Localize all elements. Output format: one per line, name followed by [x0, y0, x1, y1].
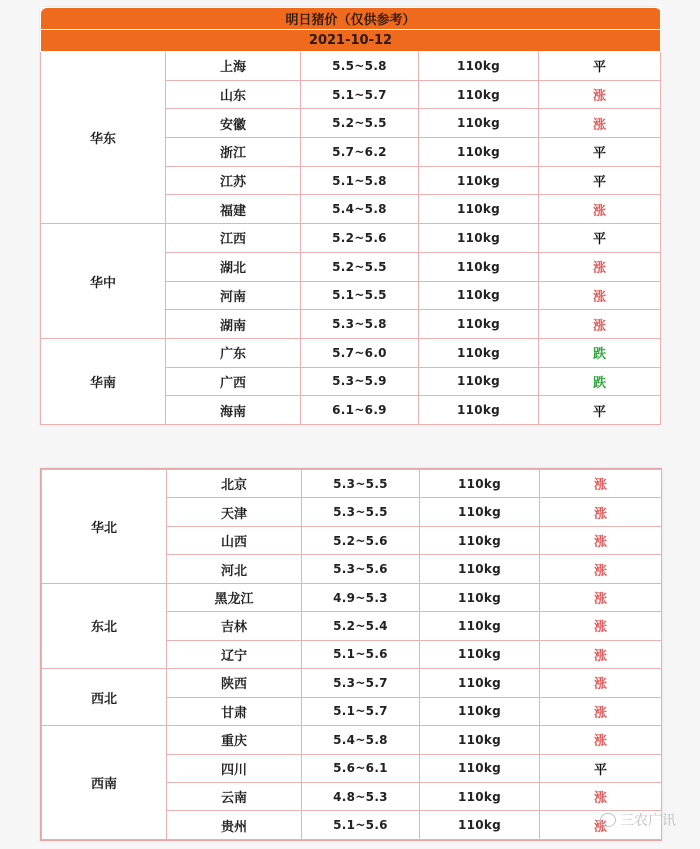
weight-cell: 110kg	[420, 498, 540, 526]
trend-cell: 涨	[540, 726, 662, 754]
price-cell: 5.2~5.4	[302, 612, 420, 640]
weight-cell: 110kg	[420, 470, 540, 498]
price-cell: 5.1~5.6	[302, 811, 420, 840]
weight-cell: 110kg	[419, 338, 539, 367]
trend-cell: 涨	[539, 310, 661, 339]
province-cell: 云南	[167, 782, 302, 810]
province-cell: 重庆	[167, 726, 302, 754]
region-cell: 西南	[42, 726, 167, 840]
price-cell: 5.3~5.5	[302, 498, 420, 526]
province-cell: 湖北	[166, 252, 301, 281]
province-cell: 安徽	[166, 109, 301, 138]
weight-cell: 110kg	[420, 669, 540, 697]
table-row	[41, 338, 661, 367]
province-cell: 江苏	[166, 166, 301, 195]
price-cell: 5.2~5.5	[301, 252, 419, 281]
trend-cell: 涨	[540, 669, 662, 697]
price-cell: 4.9~5.3	[302, 583, 420, 611]
price-cell: 5.3~5.9	[301, 367, 419, 396]
weight-cell: 110kg	[419, 224, 539, 253]
trend-cell: 涨	[540, 612, 662, 640]
price-cell: 5.1~5.8	[301, 166, 419, 195]
province-cell: 浙江	[166, 138, 301, 167]
table-row	[42, 470, 662, 498]
province-cell: 山西	[167, 526, 302, 554]
price-table-card-2	[40, 468, 662, 841]
table-date: 2021-10-12	[41, 30, 661, 52]
weight-cell: 110kg	[420, 782, 540, 810]
province-cell: 广西	[166, 367, 301, 396]
trend-cell: 涨	[540, 811, 662, 840]
price-cell: 5.2~5.5	[301, 109, 419, 138]
price-cell: 5.3~5.6	[302, 555, 420, 583]
price-cell: 5.4~5.8	[302, 726, 420, 754]
price-cell: 5.7~6.0	[301, 338, 419, 367]
province-cell: 北京	[167, 470, 302, 498]
weight-cell: 110kg	[419, 52, 539, 81]
weight-cell: 110kg	[419, 367, 539, 396]
trend-cell: 平	[539, 138, 661, 167]
watermark-text: 三农广讯	[620, 813, 676, 829]
table-title-row	[41, 8, 661, 30]
province-cell: 甘肃	[167, 697, 302, 725]
price-cell: 5.2~5.6	[301, 224, 419, 253]
region-cell: 西北	[42, 669, 167, 726]
province-cell: 陕西	[167, 669, 302, 697]
price-cell: 5.4~5.8	[301, 195, 419, 224]
weight-cell: 110kg	[419, 109, 539, 138]
province-cell: 四川	[167, 754, 302, 782]
province-cell: 福建	[166, 195, 301, 224]
trend-cell: 跌	[539, 338, 661, 367]
price-cell: 5.1~5.7	[301, 80, 419, 109]
table-date-row	[41, 30, 661, 52]
trend-cell: 涨	[540, 470, 662, 498]
region-cell: 华南	[41, 338, 166, 424]
table-row	[42, 669, 662, 697]
province-cell: 广东	[166, 338, 301, 367]
price-cell: 6.1~6.9	[301, 396, 419, 425]
weight-cell: 110kg	[420, 526, 540, 554]
table-row	[41, 224, 661, 253]
table-row	[42, 726, 662, 754]
weight-cell: 110kg	[420, 640, 540, 668]
weight-cell: 110kg	[419, 310, 539, 339]
price-cell: 5.2~5.6	[302, 526, 420, 554]
trend-cell: 涨	[540, 697, 662, 725]
region-cell: 东北	[42, 583, 167, 668]
province-cell: 黑龙江	[167, 583, 302, 611]
watermark	[600, 810, 676, 830]
province-cell: 吉林	[167, 612, 302, 640]
weight-cell: 110kg	[419, 166, 539, 195]
province-cell: 辽宁	[167, 640, 302, 668]
trend-cell: 跌	[539, 367, 661, 396]
province-cell: 河北	[167, 555, 302, 583]
trend-cell: 涨	[540, 498, 662, 526]
trend-cell: 平	[539, 396, 661, 425]
trend-cell: 涨	[540, 526, 662, 554]
weight-cell: 110kg	[419, 396, 539, 425]
region-cell: 华东	[41, 52, 166, 224]
price-cell: 5.3~5.5	[302, 470, 420, 498]
province-cell: 湖南	[166, 310, 301, 339]
trend-cell: 涨	[539, 109, 661, 138]
price-cell: 5.1~5.7	[302, 697, 420, 725]
trend-cell: 涨	[540, 555, 662, 583]
price-table-2	[41, 469, 662, 840]
trend-cell: 涨	[539, 252, 661, 281]
price-cell: 4.8~5.3	[302, 782, 420, 810]
trend-cell: 涨	[540, 583, 662, 611]
weight-cell: 110kg	[420, 555, 540, 583]
weight-cell: 110kg	[420, 697, 540, 725]
weight-cell: 110kg	[419, 138, 539, 167]
price-cell: 5.1~5.6	[302, 640, 420, 668]
province-cell: 天津	[167, 498, 302, 526]
trend-cell: 平	[539, 52, 661, 81]
price-table-card-1	[40, 7, 660, 425]
weight-cell: 110kg	[419, 80, 539, 109]
trend-cell: 涨	[540, 640, 662, 668]
weight-cell: 110kg	[419, 195, 539, 224]
price-cell: 5.3~5.8	[301, 310, 419, 339]
trend-cell: 涨	[539, 80, 661, 109]
region-cell: 华北	[42, 470, 167, 584]
trend-cell: 平	[539, 166, 661, 195]
weight-cell: 110kg	[419, 281, 539, 310]
weight-cell: 110kg	[420, 726, 540, 754]
province-cell: 河南	[166, 281, 301, 310]
province-cell: 海南	[166, 396, 301, 425]
price-cell: 5.5~5.8	[301, 52, 419, 81]
weight-cell: 110kg	[420, 583, 540, 611]
price-table-1	[40, 7, 661, 425]
price-cell: 5.6~6.1	[302, 754, 420, 782]
price-cell: 5.7~6.2	[301, 138, 419, 167]
trend-cell: 涨	[539, 195, 661, 224]
province-cell: 山东	[166, 80, 301, 109]
province-cell: 上海	[166, 52, 301, 81]
weight-cell: 110kg	[420, 811, 540, 840]
wechat-icon	[600, 813, 616, 827]
province-cell: 江西	[166, 224, 301, 253]
table-row	[42, 583, 662, 611]
trend-cell: 平	[539, 224, 661, 253]
price-cell: 5.3~5.7	[302, 669, 420, 697]
province-cell: 贵州	[167, 811, 302, 840]
weight-cell: 110kg	[420, 612, 540, 640]
trend-cell: 涨	[539, 281, 661, 310]
table-row	[41, 52, 661, 81]
weight-cell: 110kg	[419, 252, 539, 281]
trend-cell: 平	[540, 754, 662, 782]
weight-cell: 110kg	[420, 754, 540, 782]
price-cell: 5.1~5.5	[301, 281, 419, 310]
table-title: 明日猪价（仅供参考）	[41, 8, 661, 30]
region-cell: 华中	[41, 224, 166, 339]
trend-cell: 涨	[540, 782, 662, 810]
